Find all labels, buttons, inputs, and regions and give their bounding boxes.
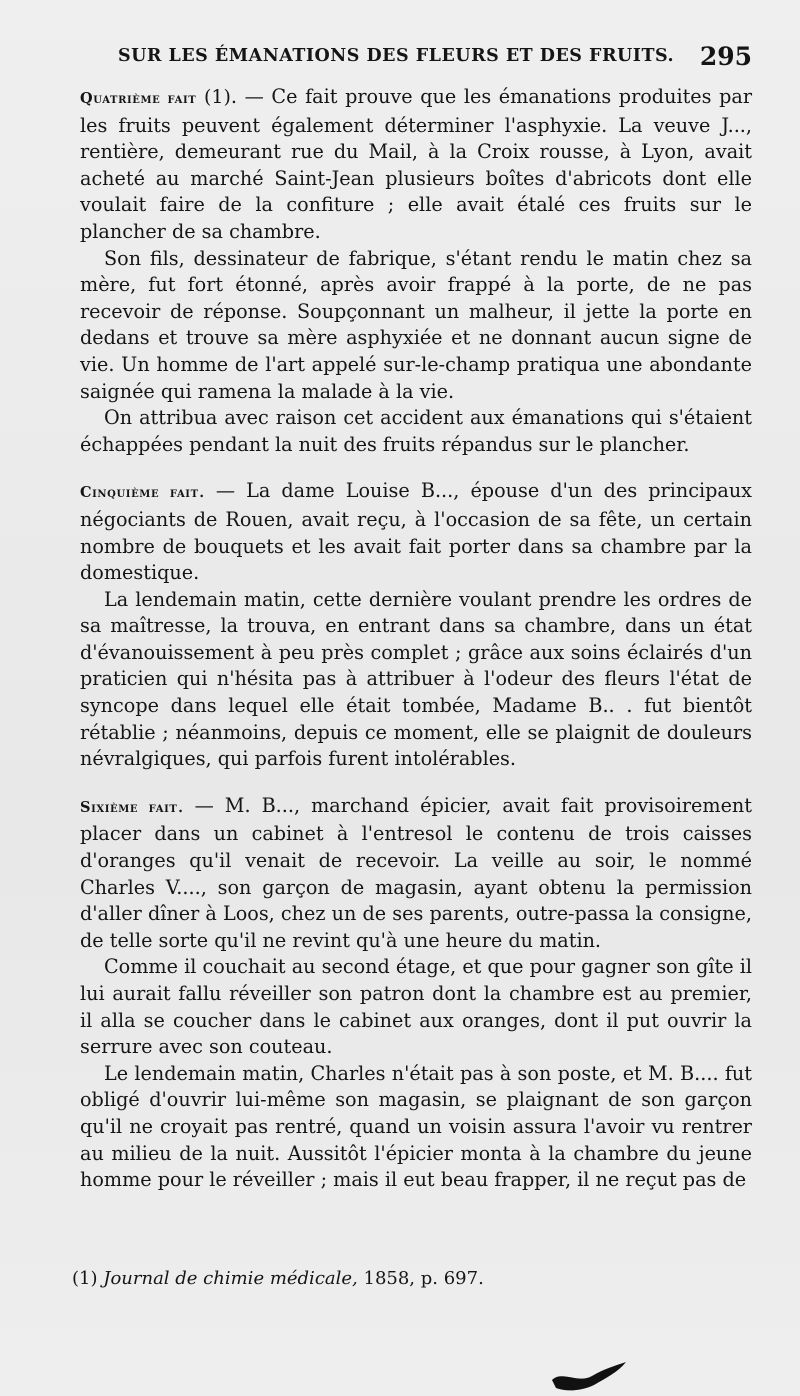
- paragraph: Son fils, dessinateur de fabrique, s'étant rendu le matin chez sa mère, fut fort étonné, après avoir frappé à la porte, de ne pas recevoir de réponse. Soupçonnant un malheur, il jette la porte en dedans et trouve sa mère asphyxiée et ne donnant aucun signe de vie. Un homme de l'art appelé sur-le-champ pratiqua une abondante saignée qui ramena la malade à la vie.: [80, 246, 752, 403]
- footnote-source: Journal de chimie médicale,: [103, 1268, 358, 1289]
- ink-blot-mark: [548, 1358, 628, 1392]
- section-label-cinquieme-fait: Cinquième fait: [80, 484, 199, 502]
- section-label-quatrieme-fait: Quatrième fait: [80, 90, 197, 107]
- paragraph: Comme il couchait au second étage, et que pour gagner son gîte il lui aurait fallu réveiller son patron dont la chambre est au premier, il alla se coucher dans le cabinet aux oranges, dont il put ouvrir la serrure avec son couteau.: [80, 955, 752, 1059]
- running-title: SUR LES ÉMANATIONS DES FLEURS ET DES FRUITS.: [118, 46, 675, 66]
- paragraph: Le lendemain matin, Charles n'était pas à son poste, et M. B.... fut obligé d'ouvrir lui-même son magasin, se plaignant de son garçon qu'il ne croyait pas rentré, quand un voisin assura l'avoir vu rentrer au milieu de la nuit. Aussitôt l'épicier monta à la chambre du jeune homme pour le réveiller ; mais il eut beau frapper, il ne reçut pas de: [80, 1061, 752, 1192]
- footnote-marker: (1): [72, 1268, 98, 1289]
- paragraph: La lendemain matin, cette dernière voulant prendre les ordres de sa maîtresse, la trouva, en entrant dans sa chambre, dans un état d'évanouissement à peu près complet ; grâce aux soins éclairés d'un praticien qui n'hésita pas à attribuer à l'odeur des fleurs l'état de syncope dans lequel elle était tombée, Madame B.. . fut bientôt rétablie ; néanmoins, depuis ce moment, elle se plaignit de douleurs névralgiques, qui parfois furent intolérables.: [80, 587, 752, 771]
- body-text: [80, 84, 752, 1194]
- paragraph-sixieme-fait: [80, 793, 752, 955]
- footnote-reference: (1): [203, 86, 231, 108]
- footnote: [72, 1268, 752, 1289]
- paragraph-text: . — La dame Louise B..., épouse d'un des principaux négociants de Rouen, avait reçu, à l'occasion de sa fête, un certain nombre de bouquets et les avait fait porter dans sa chambre par la domestique.: [80, 479, 752, 585]
- paragraph-text: . — Ce fait prouve que les émanations produites par les fruits peuvent également déterminer l'asphyxie. La veuve J..., rentière, demeurant rue du Mail, à la Croix rousse, à Lyon, avait acheté au marché Saint-Jean plusieurs boîtes d'abricots dont elle voulait faire de la confiture ; elle avait étalé ces fruits sur le plancher de sa chambre.: [80, 85, 752, 243]
- paragraph-quatrieme-fait: [80, 84, 752, 246]
- section-label-sixieme-fait: Sixième fait: [80, 798, 178, 816]
- page-number: 295: [699, 42, 752, 71]
- running-head: [80, 42, 752, 74]
- footnote-citation: 1858, p. 697.: [363, 1268, 484, 1289]
- paragraph-cinquieme-fait: [80, 478, 752, 586]
- paragraph: On attribua avec raison cet accident aux émanations qui s'étaient échappées pendant la nuit des fruits répandus sur le plancher.: [80, 406, 752, 456]
- paragraph-text: . — M. B..., marchand épicier, avait fait provisoirement placer dans un cabinet à l'entresol le contenu de trois caisses d'oranges qu'il venait de recevoir. La veille au soir, le nommé Charles V...., son garçon de magasin, ayant obtenu la permission d'aller dîner à Loos, chez un de ses parents, outre-passa la consigne, de telle sorte qu'il ne revint qu'à une heure du matin.: [80, 793, 752, 952]
